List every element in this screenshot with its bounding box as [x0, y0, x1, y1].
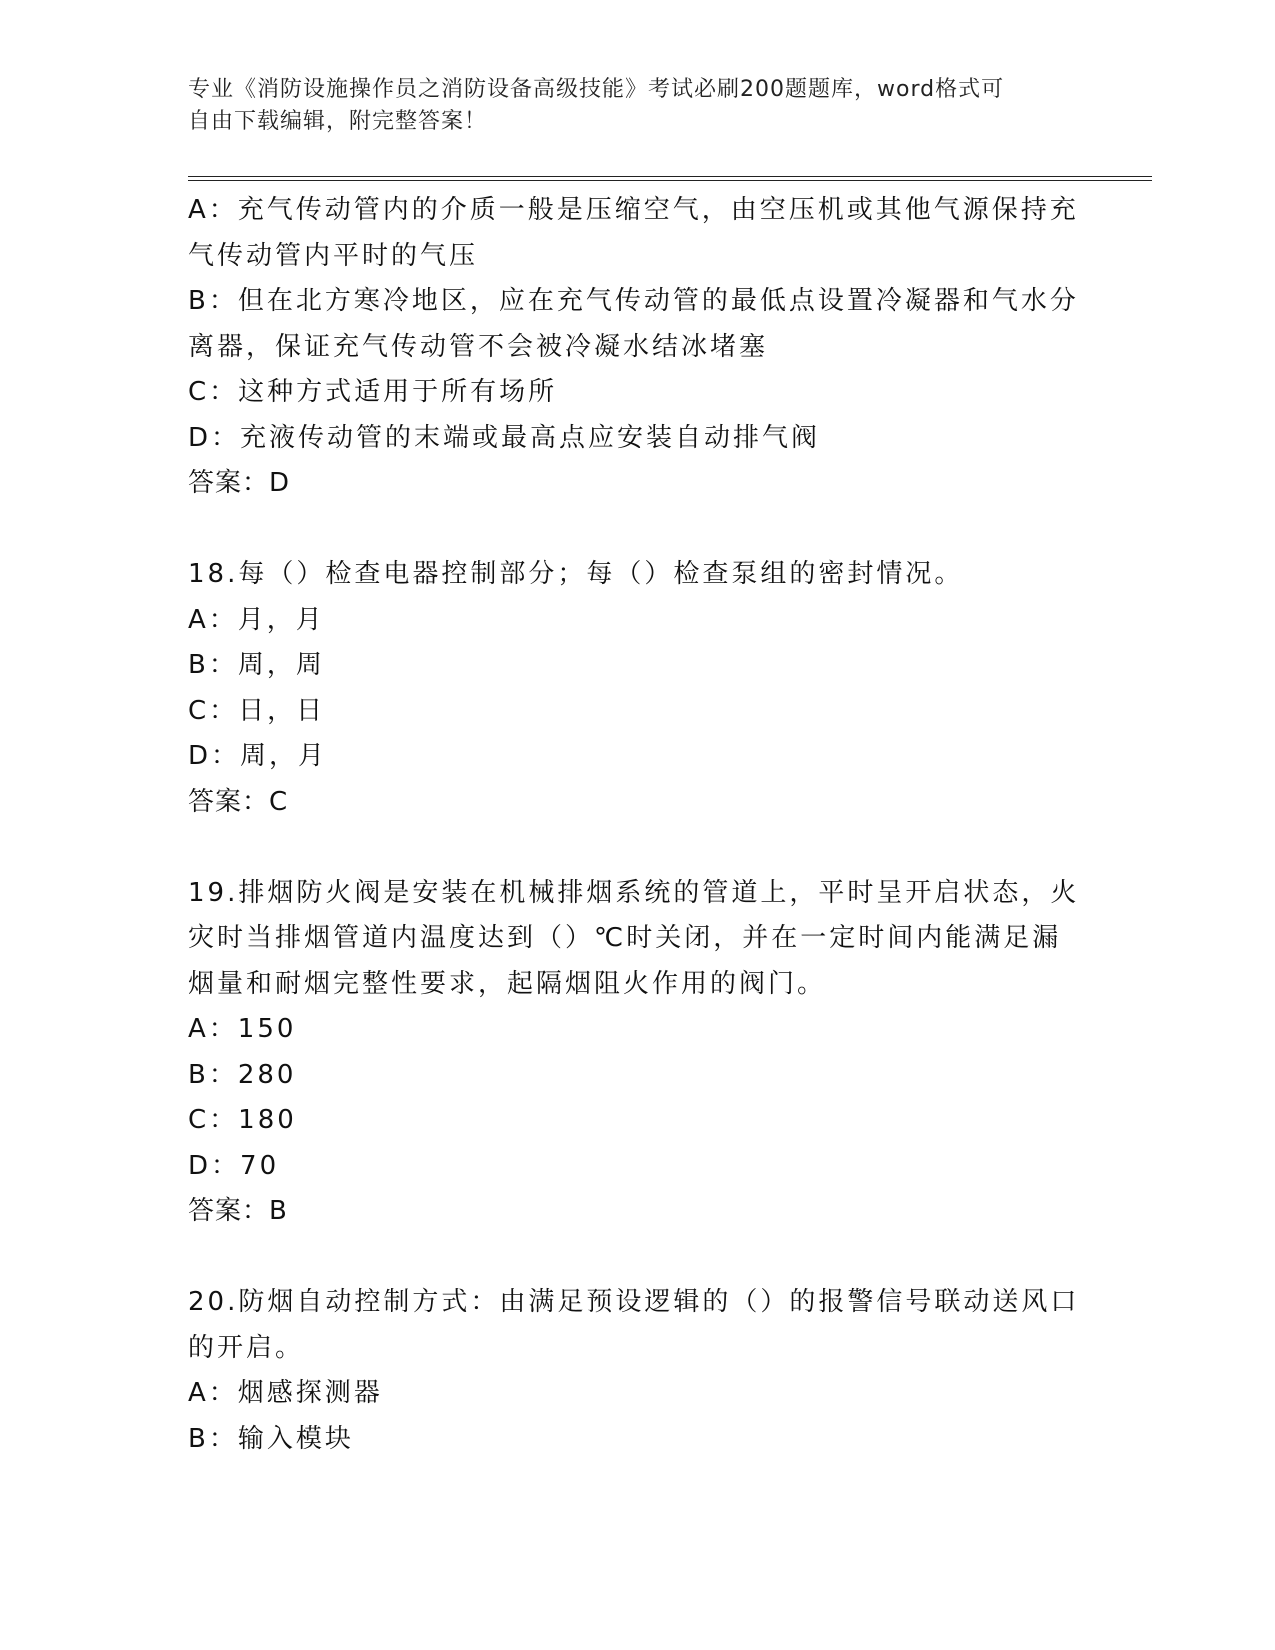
- spacer: [188, 507, 1088, 553]
- question-17: [188, 188, 1088, 507]
- q17-option-a-line-2: 气传动管内平时的气压: [188, 240, 479, 271]
- q17-option-b-line-2: 离器，保证充气传动管不会被冷凝水结冰堵塞: [188, 331, 769, 362]
- q18-option-d: D：周，月: [188, 741, 328, 771]
- q20-option-b: B：输入模块: [188, 1423, 354, 1454]
- q20-option-a: A：烟感探测器: [188, 1378, 383, 1408]
- q17-option-d: D：充液传动管的末端或最高点应安装自动排气阀: [188, 422, 821, 453]
- question-19: [188, 871, 1088, 1235]
- q19-option-b: B：280: [188, 1059, 297, 1090]
- q19-option-d: D：70: [188, 1150, 280, 1181]
- question-20: [188, 1280, 1088, 1462]
- q19-stem-line-3: 烟量和耐烟完整性要求，起隔烟阻火作用的阀门。: [188, 968, 827, 999]
- question-18: [188, 552, 1088, 825]
- q19-answer: 答案：B: [188, 1196, 288, 1226]
- q18-option-c: C：日，日: [188, 695, 326, 726]
- spacer: [188, 825, 1088, 871]
- q19-option-c: C：180: [188, 1105, 297, 1135]
- q20-stem-line-2: 的开启。: [188, 1332, 305, 1363]
- header-line-2: 自由下载编辑，附完整答案！: [188, 109, 488, 134]
- q18-option-b: B：周，周: [188, 650, 325, 680]
- q17-option-c: C：这种方式适用于所有场所: [188, 377, 558, 407]
- q19-option-a: A：150: [188, 1014, 297, 1044]
- q18-stem: 18.每（）检查电器控制部分；每（）检查泵组的密封情况。: [188, 559, 964, 589]
- q20-stem-line-1: 20.防烟自动控制方式：由满足预设逻辑的（）的报警信号联动送风口: [188, 1287, 1080, 1317]
- q19-stem-line-1: 19.排烟防火阀是安装在机械排烟系统的管道上，平时呈开启状态，火: [188, 877, 1080, 908]
- header-divider: [188, 176, 1152, 181]
- question-content: [188, 188, 1088, 1462]
- q17-option-a-line-1: A：充气传动管内的介质一般是压缩空气，由空压机或其他气源保持充: [188, 195, 1079, 225]
- header-line-1: 专业《消防设施操作员之消防设备高级技能》考试必刷200题题库，word格式可: [188, 77, 1005, 102]
- q19-stem-line-2: 灾时当排烟管道内温度达到（）℃时关闭，并在一定时间内能满足漏: [188, 923, 1062, 953]
- q18-option-a: A：月，月: [188, 604, 325, 635]
- q17-answer: 答案：D: [188, 468, 291, 498]
- page-header: [188, 74, 1068, 138]
- q17-option-b-line-1: B：但在北方寒冷地区，应在充气传动管的最低点设置冷凝器和气水分: [188, 286, 1079, 316]
- q18-answer: 答案：C: [188, 786, 289, 817]
- spacer: [188, 1235, 1088, 1281]
